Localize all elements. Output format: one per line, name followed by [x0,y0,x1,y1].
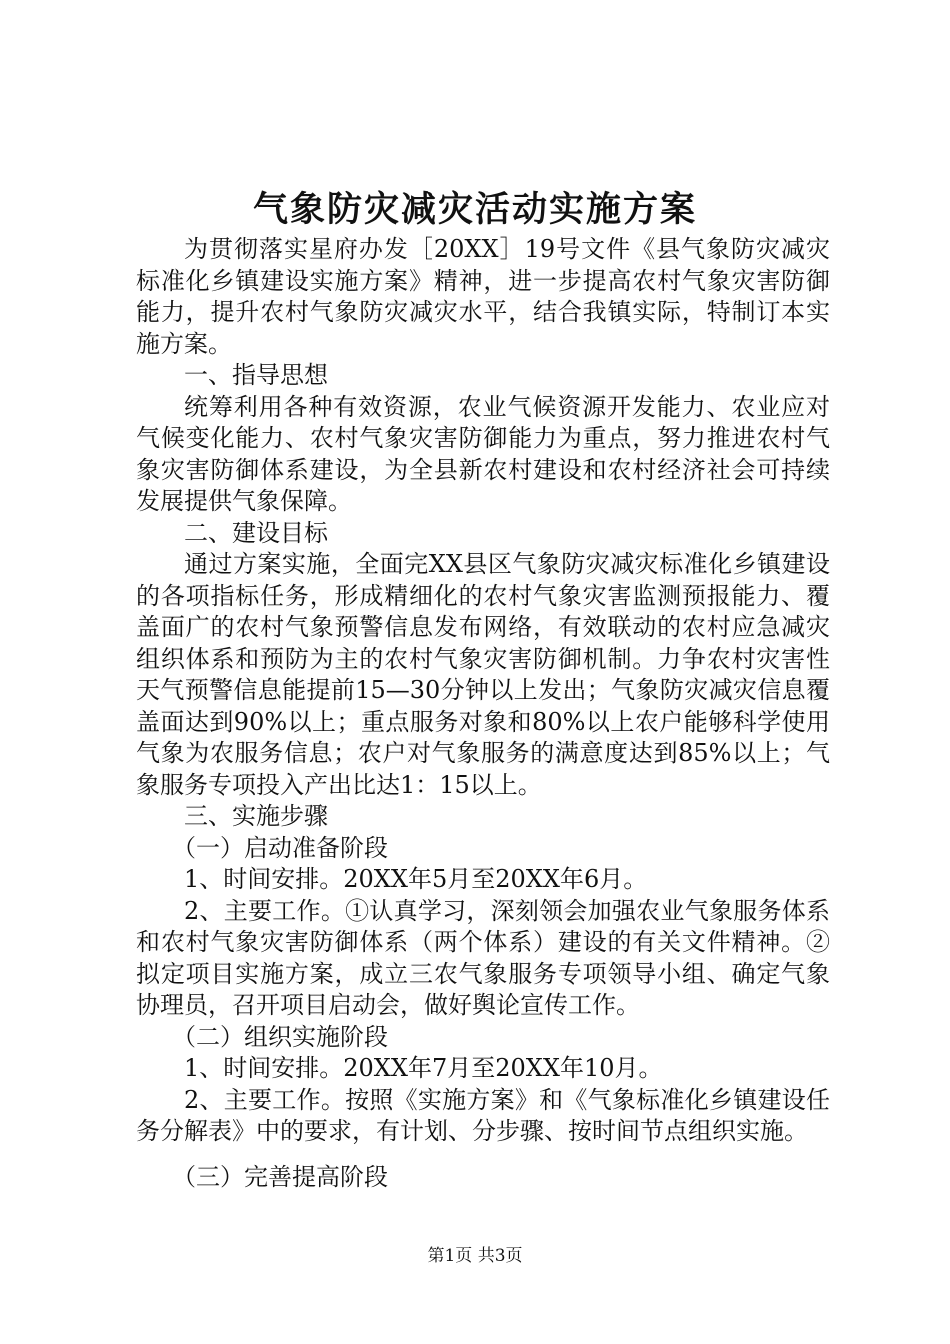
page-footer: 第1页 共3页 [427,1246,523,1266]
goals-paragraph: 通过方案实施，全面完XX县区气象防灾减灾标准化乡镇建设的各项指标任务，形成精细化的农村气象灾害监测预报能力、覆盖面广的农村气象预警信息发布网络，有效联动的农村应急减灾组织体系和预防为主的农村气象灾害防御机制。力争农村灾害性天气预警信息能提前15—30分钟以上发出；气象防灾减灾信息覆盖面达到90%以上；重点服务对象和80%以上农户能够科学使用气象为农服务信息；农户对气象服务的满意度达到85%以上；气象服务专项投入产出比达1：15以上。 [136,550,830,799]
implementation-time-paragraph: 1、时间安排。20XX年7月至20XX年10月。 [184,1054,663,1082]
implementation-work-paragraph: 2、主要工作。按照《实施方案》和《气象标准化乡镇建设任务分解表》中的要求，有计划、分步骤、按时间节点组织实施。 [136,1085,830,1145]
section-heading-steps: 三、实施步骤 [184,802,328,830]
document-body [136,234,830,1193]
guiding-thought-paragraph: 统筹利用各种有效资源，农业气候资源开发能力、农业应对气候变化能力、农村气象灾害防御能力为重点，努力推进农村气象灾害防御体系建设，为全县新农村建设和农村经济社会可持续发展提供气象保障。 [136,392,830,515]
section-heading-guiding-thought: 一、指导思想 [184,361,328,389]
stage-heading-improvement: （三）完善提高阶段 [172,1162,388,1191]
preparation-time-paragraph: 1、时间安排。20XX年5月至20XX年6月。 [184,865,648,893]
intro-paragraph: 为贯彻落实星府办发［20XX］19号文件《县气象防灾减灾标准化乡镇建设实施方案》精神，进一步提高农村气象灾害防御能力，提升农村气象防灾减灾水平，结合我镇实际，特制订本实施方案。 [136,235,830,358]
stage-heading-preparation: （一）启动准备阶段 [172,833,388,862]
stage-heading-implementation: （二）组织实施阶段 [172,1022,388,1051]
preparation-work-paragraph: 2、主要工作。①认真学习，深刻领会加强农业气象服务体系和农村气象灾害防御体系（两个体系）建设的有关文件精神。②拟定项目实施方案，成立三农气象服务专项领导小组、确定气象协理员，召开项目启动会，做好舆论宣传工作。 [136,896,830,1019]
document-title: 气象防灾减灾活动实施方案 [252,189,697,230]
section-heading-goals: 二、建设目标 [184,518,328,547]
